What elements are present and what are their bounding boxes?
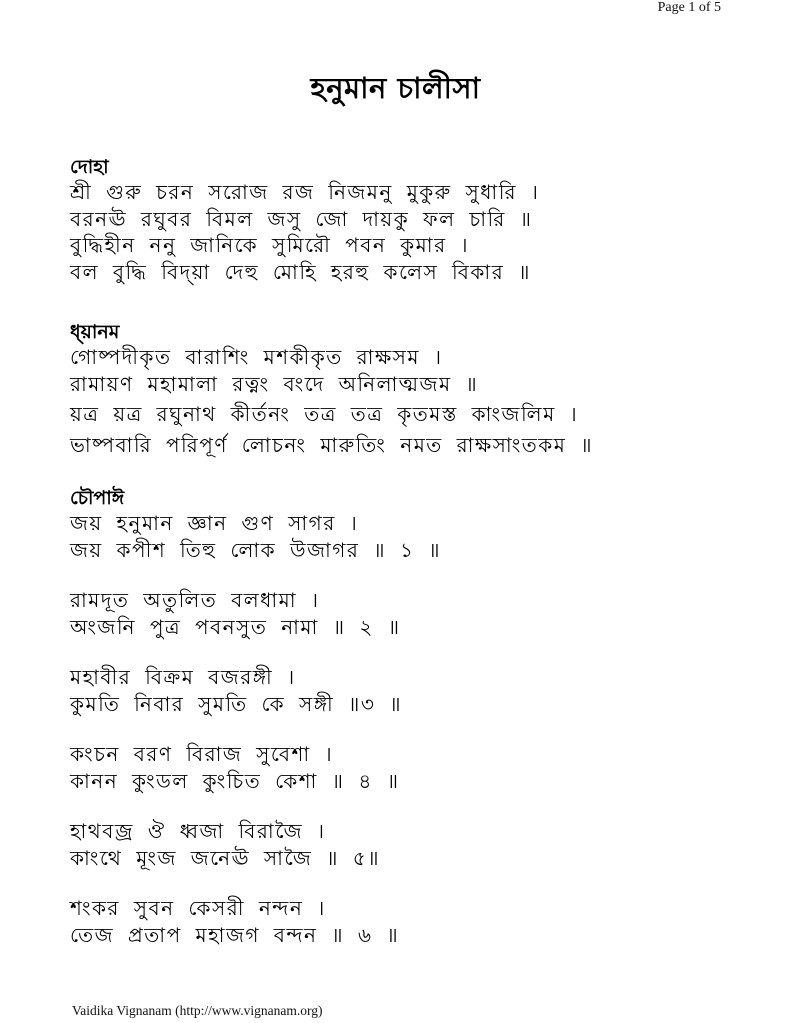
stanza-1 — [70, 510, 441, 563]
verse-line: কুমতি নিবার সুমতি কে সঙ্গী ॥৩ ॥ — [70, 691, 403, 716]
verse-line: জয় হনুমান জ্ঞান গুণ সাগর । — [70, 511, 359, 535]
stanza-3 — [70, 664, 441, 717]
verse-line: বরনঊ রঘুবর বিমল জসু জো দায়কু ফল চারি ॥ — [70, 206, 533, 231]
document-title — [0, 66, 791, 115]
stanza-6 — [70, 895, 441, 948]
stanza-4 — [70, 741, 441, 794]
verse-line: হাথবজ্র ঔ ধ্বজা বিরাজৈ । — [70, 819, 326, 843]
verse-line: কাংথে মূংজ জনেঊ সাজৈ ॥ ৫॥ — [70, 845, 381, 870]
verse-line: অংজনি পুত্র পবনসুত নামা ॥ ২ ॥ — [70, 614, 401, 639]
section-heading: ধ্য়ানম — [70, 321, 120, 343]
section-dhyanam — [70, 320, 593, 458]
verse-line: কানন কুংডল কুংচিত কেশা ॥ ৪ ॥ — [70, 768, 400, 793]
page-indicator: Page 1 of 5 — [657, 0, 721, 15]
verse-line: শংকর সুবন কেসরী নন্দন । — [70, 896, 326, 920]
verse-line: বুদ্ধিহীন ননু জানিকে সুমিরৌ পবন কুমার । — [70, 233, 470, 257]
verse-line: তেজ প্রতাপ মহাজগ বন্দন ॥ ৬ ॥ — [70, 922, 400, 947]
footer-source-link[interactable]: Vaidika Vignanam (http://www.vignanam.org) — [72, 1003, 323, 1018]
section-heading: চৌপাঈ — [70, 487, 125, 509]
verse-line: কংচন বরণ বিরাজ সুবেশা । — [70, 742, 334, 766]
stanza-5 — [70, 818, 441, 871]
verse-line: ভাষ্পবারি পরিপূর্ণ লোচনং মারুতিং নমত রাক্ষসাংতকম ॥ — [70, 432, 594, 457]
section-heading: দোহা — [70, 156, 109, 178]
stanza-2 — [70, 587, 441, 640]
verse-line: য়ত্র য়ত্র রঘুনাথ কীর্তনং তত্র তত্র কৃতমস্ত কাংজলিম । — [70, 402, 579, 426]
verse-line: বল বুদ্ধি বিদ্য়া দেহু মোহি হরহু কলেস বিকার ॥ — [70, 259, 531, 284]
verse-line: মহাবীর বিক্রম বজরঙ্গী । — [70, 665, 296, 689]
document-title-text: হনুমান চালীসা — [310, 71, 481, 105]
verse-line: জয় কপীশ তিহু লোক উজাগর ॥ ১ ॥ — [70, 537, 442, 562]
verse-line: গোষ্পদীকৃত বারাশিং মশকীকৃত রাক্ষসম । — [70, 345, 443, 369]
verse-line: রামায়ণ মহামালা রত্নং বংদে অনিলাত্মজম ॥ — [70, 371, 479, 396]
section-doha — [70, 155, 539, 285]
section-chaupai — [70, 486, 441, 972]
verse-line: রামদূত অতুলিত বলধামা । — [70, 588, 320, 612]
verse-line: শ্রী গুরু চরন সরোজ রজ নিজমনু মুকুরু সুধারি । — [70, 180, 540, 204]
